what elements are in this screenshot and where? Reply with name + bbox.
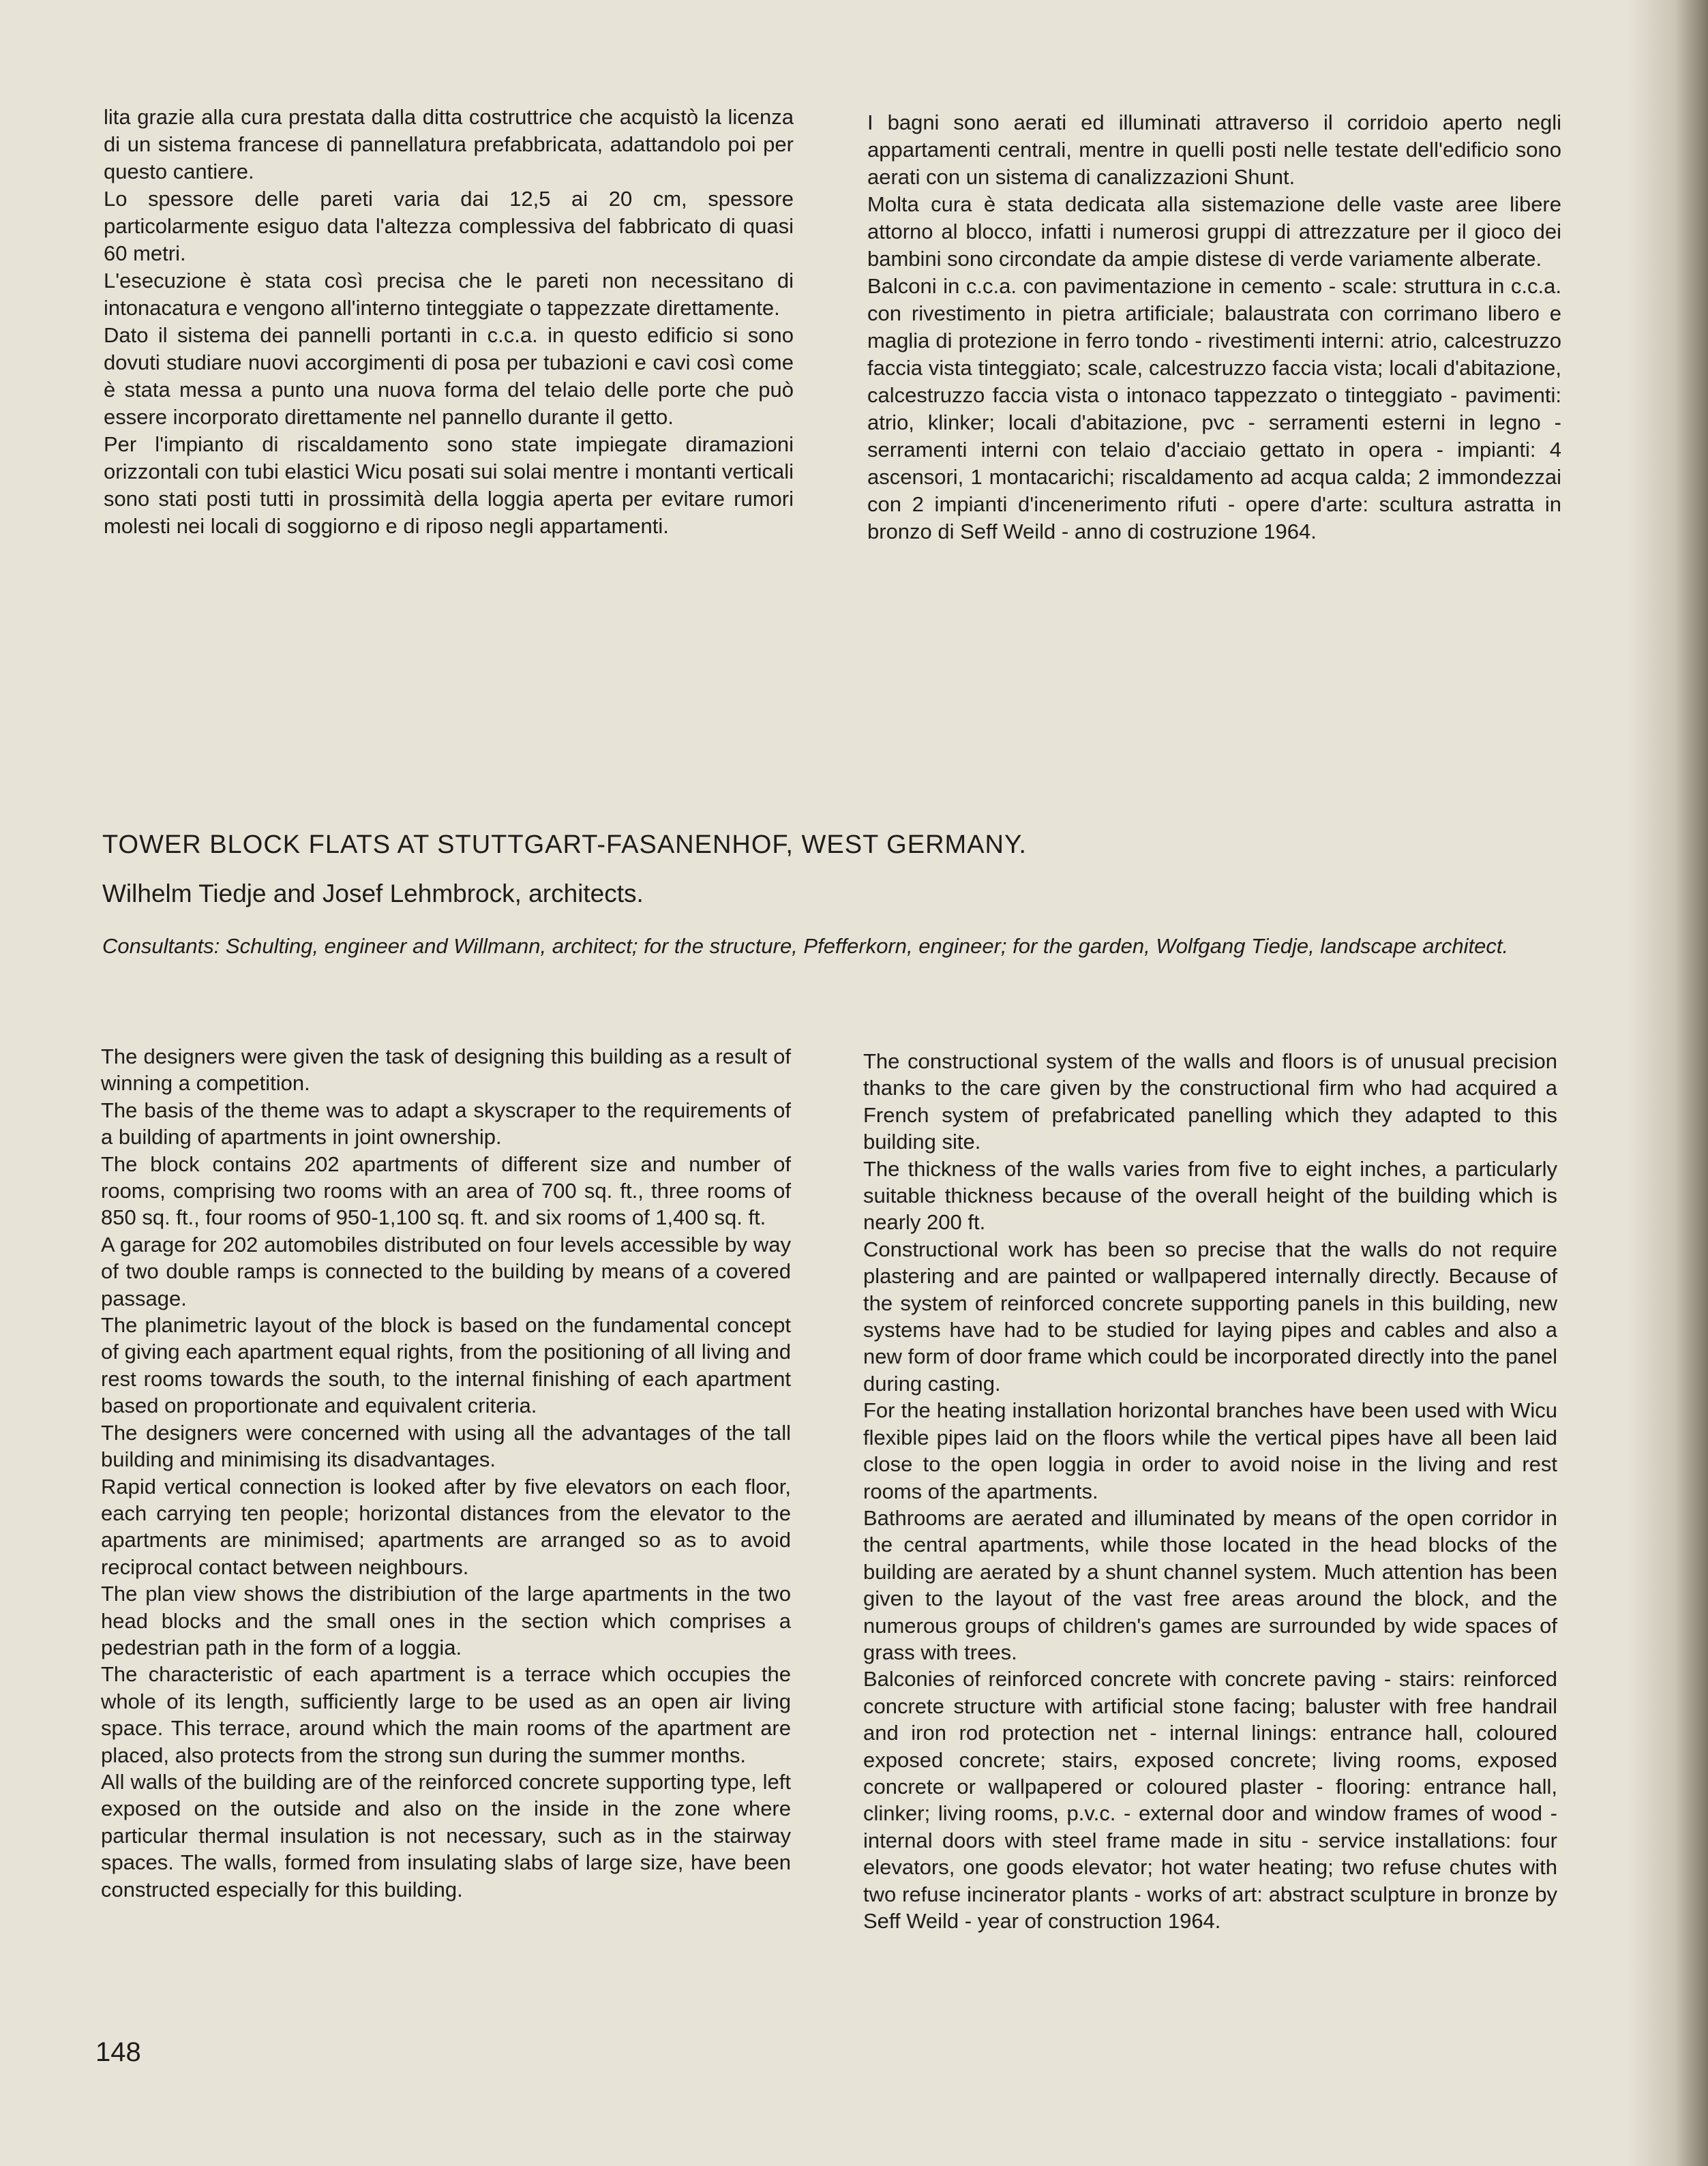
page-number: 148 <box>95 2037 141 2067</box>
paragraph: Bathrooms are aerated and illuminated by means of the open corridor in the central apartments, while those located in the head blocks of the building are aerated by a shunt channel system. Much attention has been given to the layout of the vast free areas around the block, and the numerous groups of children's games are surrounded by wide spaces of grass with trees. <box>863 1505 1557 1664</box>
english-text-right-column <box>863 1048 1557 1934</box>
paragraph: lita grazie alla cura prestata dalla ditta costruttrice che acquistò la licenza di un sistema francese di pannellatura prefabbricata, adattandolo poi per questo cantiere. <box>104 105 794 183</box>
paragraph: Constructional work has been so precise that the walls do not require plastering and are painted or wallpapered internally directly. Because of the system of reinforced concrete supporting panels in this building, new systems have had to be studied for laying pipes and cables and also a new form of door frame which could be incorporated directly into the panel during casting. <box>863 1237 1557 1396</box>
paragraph: All walls of the building are of the reinforced concrete supporting type, left exposed on the outside and also on the inside in the zone where particular thermal insulation is not necessary, such as in the stairway spaces. The walls, formed from insulating slabs of large size, have been constructed especially for this building. <box>101 1769 791 1901</box>
italian-text-right-column <box>867 109 1561 545</box>
paragraph: Rapid vertical connection is looked after by five elevators on each floor, each carrying ten people; horizontal distances from the elevator to the apartments are minimised; apartments are arranged so as to avoid reciprocal contact between neighbours. <box>101 1474 791 1579</box>
paragraph: For the heating installation horizontal branches have been used with Wicu flexible pipes laid on the floors while the vertical pipes have all been laid close to the open loggia in order to avoid noise in the living and rest rooms of the apartments. <box>863 1398 1557 1503</box>
paragraph: L'esecuzione è stata così precisa che le pareti non necessitano di intonacatura e vengono all'interno tinteggiate o tappezzate direttamente. <box>104 269 794 320</box>
paragraph: Dato il sistema dei pannelli portanti in c.c.a. in questo edificio si sono dovuti studiare nuovi accorgimenti di posa per tubazioni e cavi così come è stata messa a punto una nuova forma del telaio delle porte che può essere incorporato direttamente nel pannello durante il getto. <box>104 323 794 429</box>
paragraph: The designers were given the task of designing this building as a result of winning a competition. <box>101 1044 791 1096</box>
italian-text-left-column <box>104 104 794 540</box>
consultants-credit: Consultants: Schulting, engineer and Willmann, architect; for the structure, Pfefferkorn, engineer; for the garden, Wolfgang Tiedje, landscape architect. <box>102 934 1509 958</box>
paragraph: The thickness of the walls varies from five to eight inches, a particularly suitable thickness because of the overall height of the building which is nearly 200 ft. <box>863 1156 1557 1235</box>
page-edge-shadow <box>1626 0 1708 2166</box>
architects-credit: Wilhelm Tiedje and Josef Lehmbrock, architects. <box>102 879 644 907</box>
paragraph: The characteristic of each apartment is a terrace which occupies the whole of its length, sufficiently large to be used as an open air living space. This terrace, around which the main rooms of the apartment are placed, also protects from the strong sun during the summer months. <box>101 1662 791 1767</box>
english-text-left-column <box>101 1043 791 1903</box>
paragraph: A garage for 202 automobiles distributed on four levels accessible by way of two double ramps is connected to the building by means of a covered passage. <box>101 1232 791 1310</box>
paragraph: Lo spessore delle pareti varia dai 12,5 ai 20 cm, spessore particolarmente esiguo data l'altezza complessiva del fabbricato di quasi 60 metri. <box>104 187 794 265</box>
paragraph: I bagni sono aerati ed illuminati attraverso il corridoio aperto negli appartamenti centrali, mentre in quelli posti nelle testate dell'edificio sono aerati con un sistema di canalizzazioni Shunt. <box>867 110 1561 189</box>
paragraph: The plan view shows the distribiution of the large apartments in the two head blocks and the small ones in the section which comprises a pedestrian path in the form of a loggia. <box>101 1582 791 1659</box>
paragraph: The planimetric layout of the block is based on the fundamental concept of giving each apartment equal rights, from the positioning of all living and rest rooms towards the south, to the internal finishing of each apartment based on proportionate and equivalent criteria. <box>101 1313 791 1418</box>
paragraph: Per l'impianto di riscaldamento sono state impiegate diramazioni orizzontali con tubi elastici Wicu posati sui solai mentre i montanti verticali sono stati posti tutti in prossimità della loggia aperta per evitare rumori molesti nei locali di soggiorno e di riposo negli appartamenti. <box>104 432 794 538</box>
paragraph: Balconi in c.c.a. con pavimentazione in cemento - scale: struttura in c.c.a. con rivestimento in pietra artificiale; balaustrata con corrimano libero e maglia di protezione in ferro tondo - rivestimenti interni: atrio, calcestruzzo faccia vista tinteggiato; scale, calcestruzzo faccia vista; locali d'abitazione, calcestruzzo faccia vista o intonaco tappezzato o tinteggiato - pavimenti: atrio, klinker; locali d'abitazione, pvc - serramenti esterni in legno - serramenti interni con telaio d'acciaio gettato in opera - impianti: 4 ascensori, 1 montacarichi; riscaldamento ad acqua calda; 2 immondezzai con 2 impianti d'incenerimento rifuti - opere d'arte: scultura astratta in bronzo di Seff Weild - anno di costruzione 1964. <box>867 274 1561 543</box>
paragraph: The block contains 202 apartments of different size and number of rooms, comprising two rooms with an area of 700 sq. ft., three rooms of 850 sq. ft., four rooms of 950-1,100 sq. ft. and six rooms of 1,400 sq. ft. <box>101 1152 791 1230</box>
paragraph: The designers were concerned with using all the advantages of the tall building and minimising its disadvantages. <box>101 1420 791 1472</box>
article-title: TOWER BLOCK FLATS AT STUTTGART-FASANENHOF, WEST GERMANY. <box>102 830 1027 859</box>
paragraph: Balconies of reinforced concrete with concrete paving - stairs: reinforced concrete structure with artificial stone facing; baluster with free handrail and iron rod protection net - internal linings: entrance hall, coloured exposed concrete; stairs, exposed concrete; living rooms, exposed concrete or wallpapered or coloured plaster - flooring: entrance hall, clinker; living rooms, p.v.c. - external door and window frames of wood - internal doors with steel frame made in situ - service installations: four elevators, one goods elevator; hot water heating; two refuse chutes with two refuse incinerator plants - works of art: abstract sculpture in bronze by Seff Weild - year of construction 1964. <box>863 1667 1557 1933</box>
paragraph: The constructional system of the walls and floors is of unusual precision thanks to the care given by the constructional firm who had acquired a French system of prefabricated panelling which they adapted to this building site. <box>863 1049 1557 1154</box>
paragraph: Molta cura è stata dedicata alla sistemazione delle vaste aree libere attorno al blocco, infatti i numerosi gruppi di attrezzature per il gioco dei bambini sono circondate da ampie distese di verde variamente alberate. <box>867 192 1561 271</box>
paragraph: The basis of the theme was to adapt a skyscraper to the requirements of a building of apartments in joint ownership. <box>101 1098 791 1149</box>
